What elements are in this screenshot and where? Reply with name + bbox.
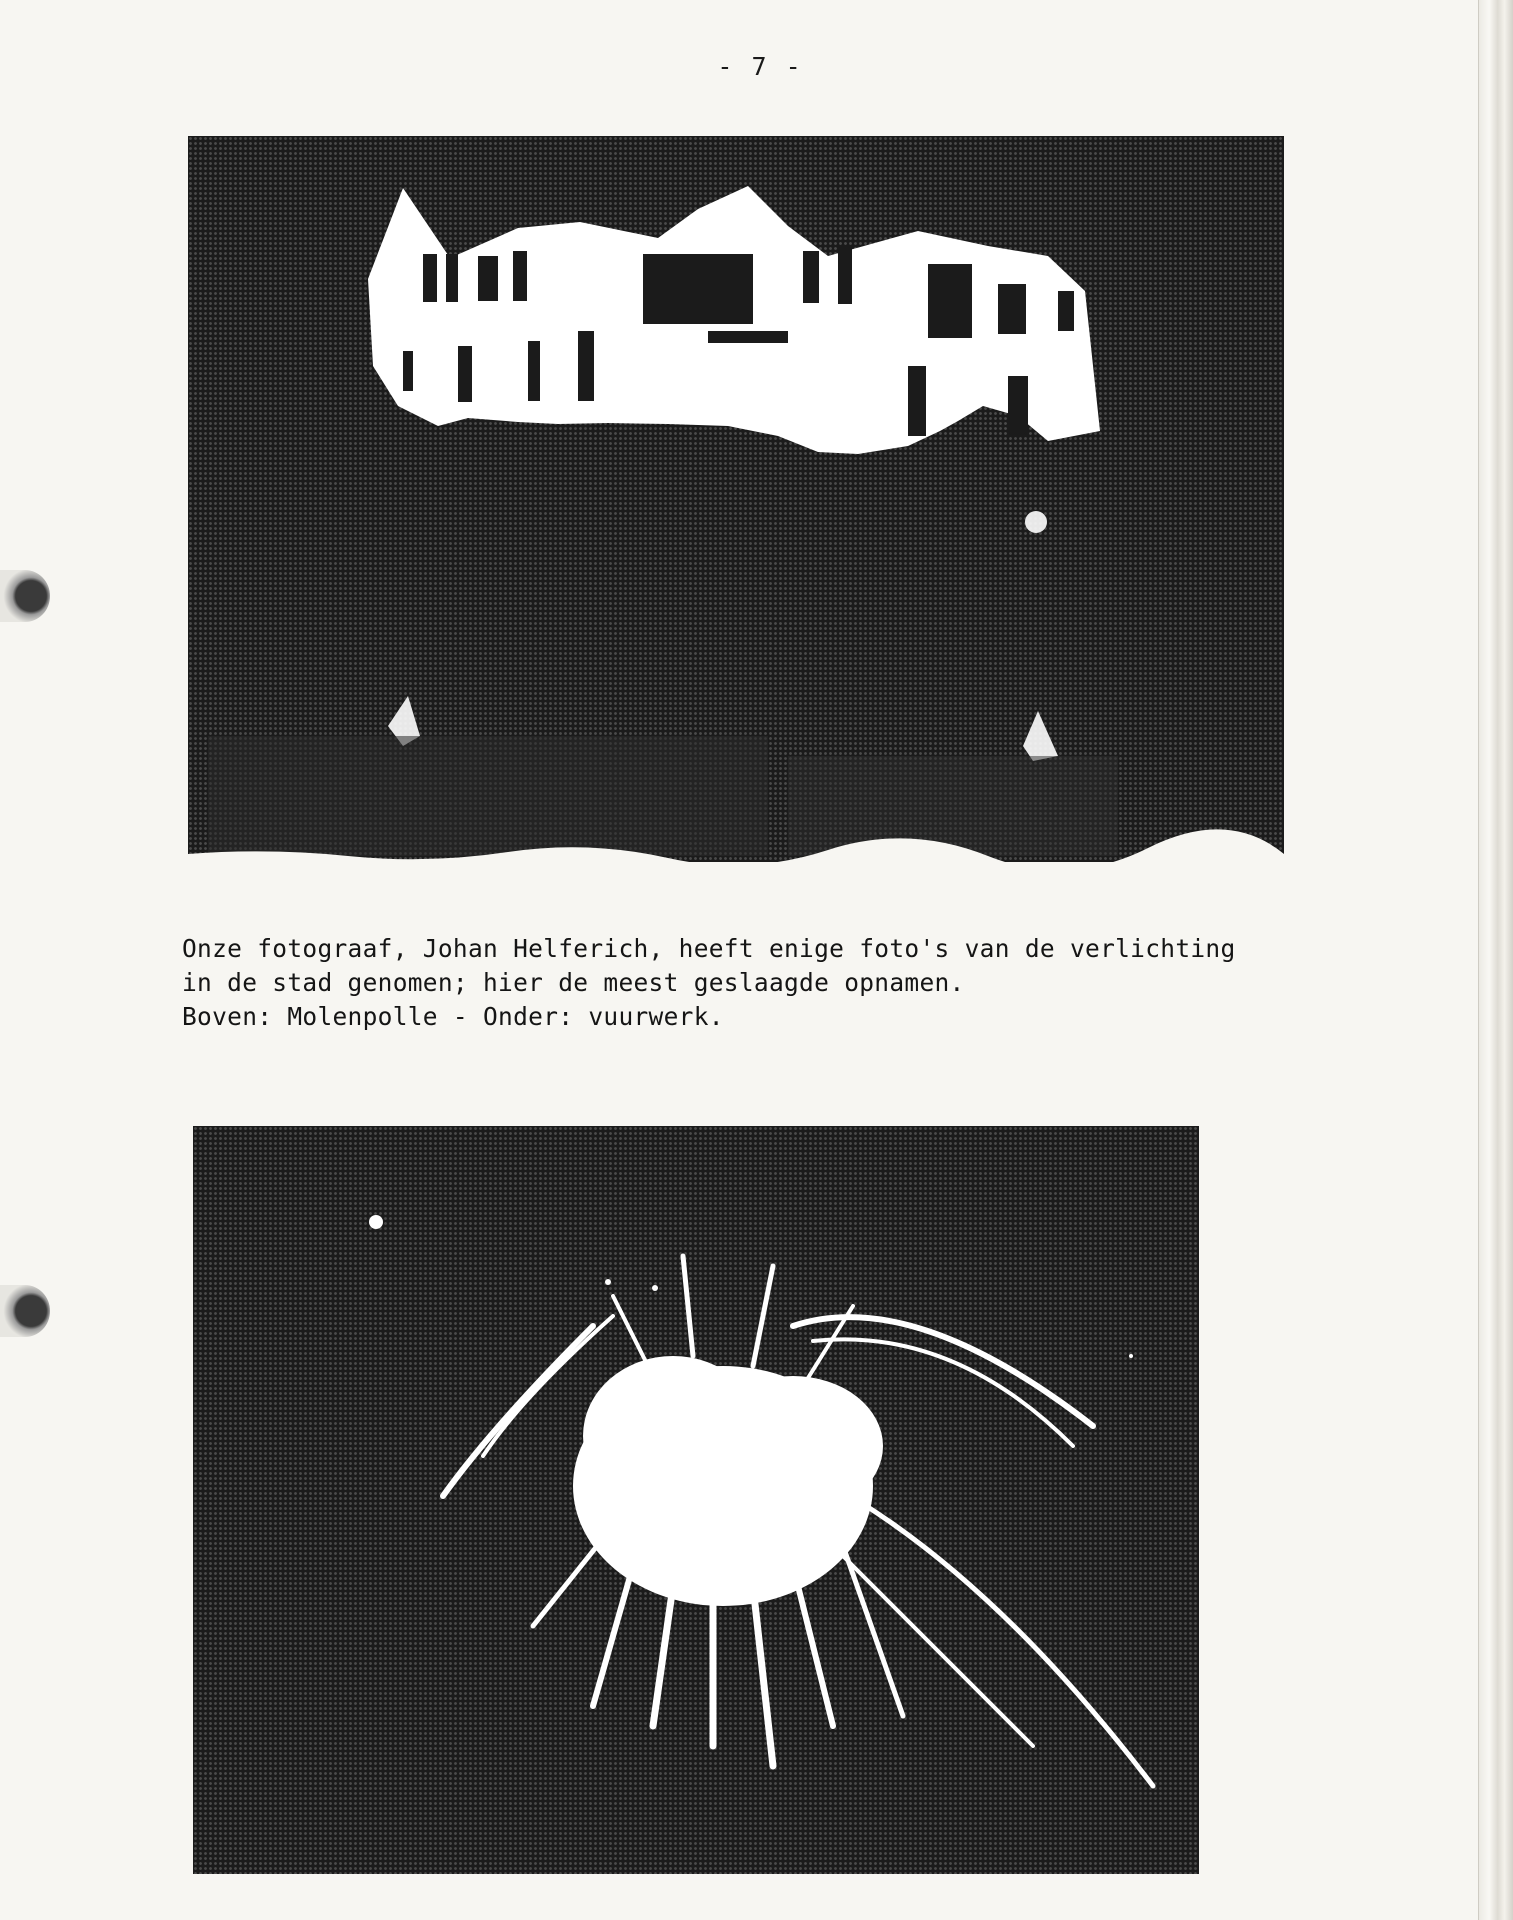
caption-line: Onze fotograaf, Johan Helferich, heeft enige foto's van de verlichting — [182, 934, 1236, 963]
caption-line: in de stad genomen; hier de meest geslaagde opnamen. — [182, 968, 965, 997]
house-illustration — [188, 136, 1284, 862]
caption-line: Boven: Molenpolle - Onder: vuurwerk. — [182, 1002, 724, 1031]
fireworks-illustration — [193, 1126, 1199, 1874]
binder-punch-hole — [0, 1285, 50, 1337]
photo-caption — [182, 932, 1332, 1034]
page-number: - 7 - — [717, 52, 803, 81]
photo-illuminated-house — [188, 136, 1284, 862]
paper-stack-edge — [1478, 0, 1513, 1920]
binder-punch-hole — [0, 570, 50, 622]
photo-fireworks — [193, 1126, 1199, 1874]
